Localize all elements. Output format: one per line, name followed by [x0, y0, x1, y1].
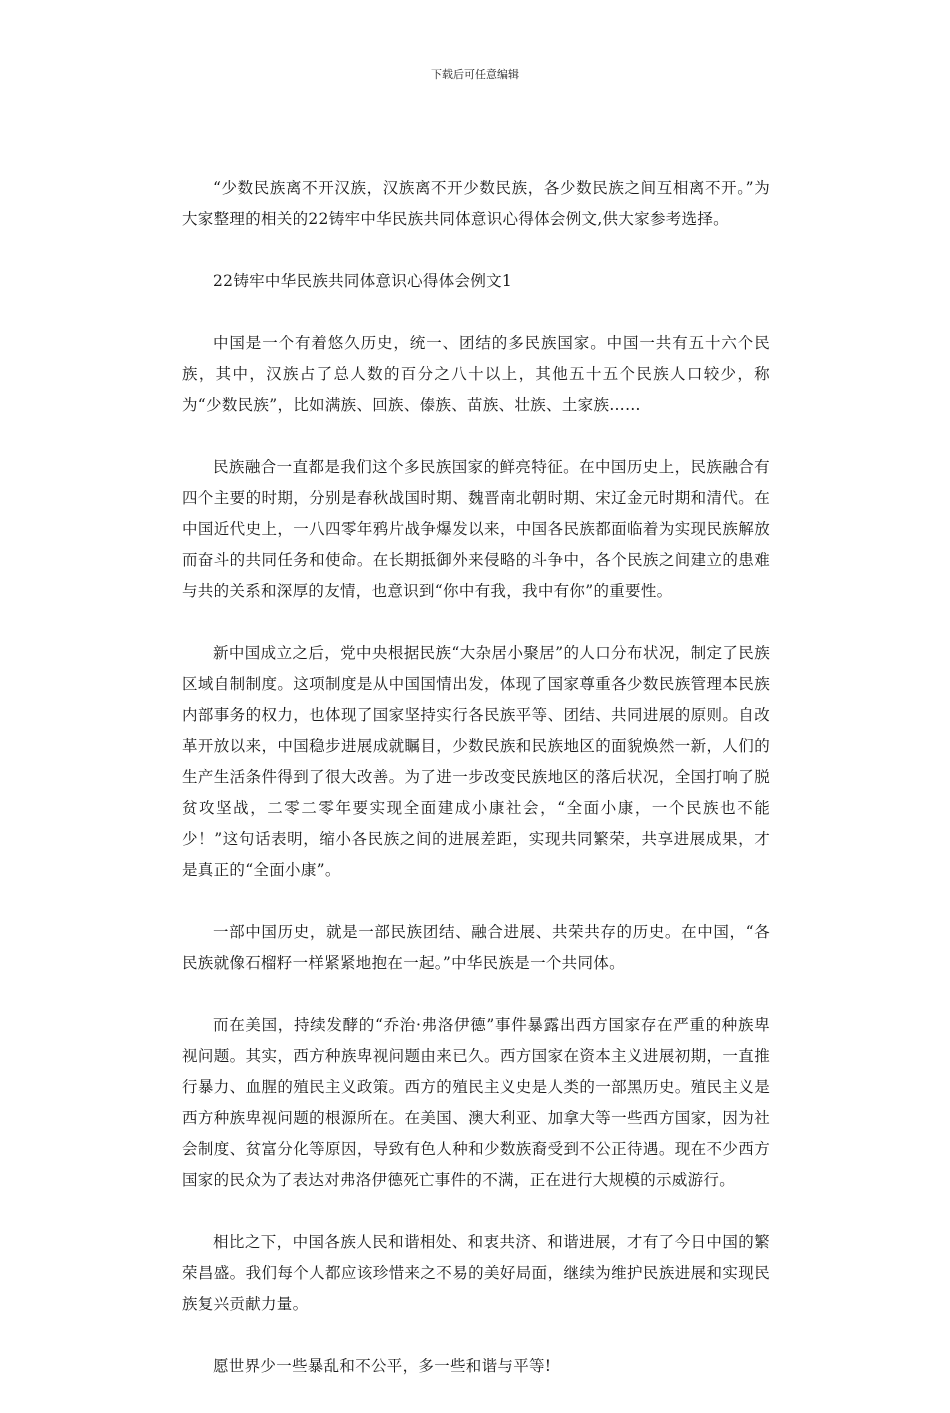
page-header-note: 下载后可任意编辑 [431, 68, 519, 81]
body-paragraph: 而在美国，持续发酵的“乔治·弗洛伊德”事件暴露出西方国家存在严重的种族卑视问题。其实，西方种族卑视问题由来已久。西方国家在资本主义进展初期，一直推行暴力、血腥的殖民主义政策。西方的殖民主义史是人类的一部黑历史。殖民主义是西方种族卑视问题的根源所在。在美国、澳大利亚、加拿大等一些西方国家，因为社会制度、贫富分化等原因，导致有色人种和少数族裔受到不公正待遇。现在不少西方国家的民众为了表达对弗洛伊德死亡事件的不满，正在进行大规模的示威游行。 [182, 1016, 770, 1189]
body-paragraph: 相比之下，中国各族人民和谐相处、和衷共济、和谐进展，才有了今日中国的繁荣昌盛。我们每个人都应该珍惜来之不易的美好局面，继续为维护民族进展和实现民族复兴贡献力量。 [182, 1233, 770, 1313]
body-paragraph: 民族融合一直都是我们这个多民族国家的鲜亮特征。在中国历史上，民族融合有四个主要的时期，分别是春秋战国时期、魏晋南北朝时期、宋辽金元时期和清代。在中国近代史上，一八四零年鸦片战争爆发以来，中国各民族都面临着为实现民族解放而奋斗的共同任务和使命。在长期抵御外来侵略的斗争中，各个民族之间建立的患难与共的关系和深厚的友情，也意识到“你中有我，我中有你”的重要性。 [182, 458, 770, 600]
intro-paragraph: “少数民族离不开汉族，汉族离不开少数民族，各少数民族之间互相离不开。”为大家整理的相关的22铸牢中华民族共同体意识心得体会例文,供大家参考选择。 [182, 179, 770, 228]
closing-paragraph: 愿世界少一些暴乱和不公平，多一些和谐与平等! [213, 1357, 552, 1375]
body-paragraph: 新中国成立之后，党中央根据民族“大杂居小聚居”的人口分布状况，制定了民族区域自制制度。这项制度是从中国国情出发，体现了国家尊重各少数民族管理本民族内部事务的权力，也体现了国家坚持实行各民族平等、团结、共同进展的原则。自改革开放以来，中国稳步进展成就瞩目，少数民族和民族地区的面貌焕然一新，人们的生产生活条件得到了很大改善。为了进一步改变民族地区的落后状况，全国打响了脱贫攻坚战，二零二零年要实现全面建成小康社会，“全面小康，一个民族也不能少！”这句话表明，缩小各民族之间的进展差距，实现共同繁荣，共享进展成果，才是真正的“全面小康”。 [182, 644, 770, 879]
body-paragraph: 一部中国历史，就是一部民族团结、融合进展、共荣共存的历史。在中国，“各民族就像石榴籽一样紧紧地抱在一起。”中华民族是一个共同体。 [182, 923, 770, 972]
document-body [182, 173, 770, 1413]
body-paragraph: 中国是一个有着悠久历史，统一、团结的多民族国家。中国一共有五十六个民族，其中，汉族占了总人数的百分之八十以上，其他五十五个民族人口较少，称为“少数民族”，比如满族、回族、傣族、苗族、壮族、土家族…… [182, 334, 770, 414]
example-title: 22铸牢中华民族共同体意识心得体会例文1 [213, 272, 513, 290]
